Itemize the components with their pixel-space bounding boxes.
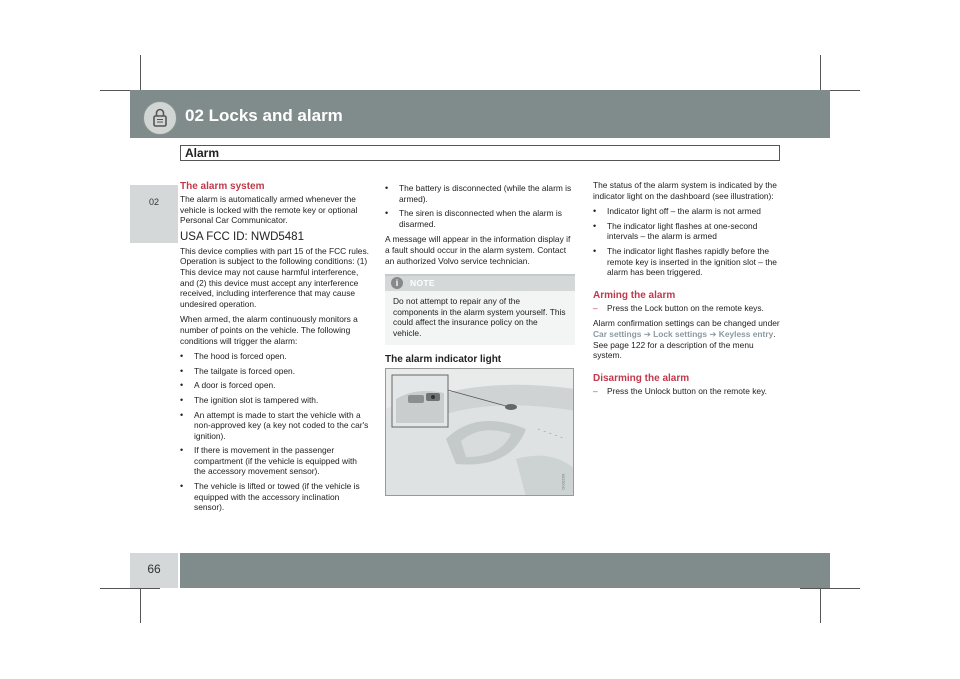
list-item: • The hood is forced open.	[180, 351, 370, 362]
menu-car-settings: Car settings	[593, 328, 642, 339]
menu-keyless-entry: Keyless entry	[718, 328, 774, 339]
info-icon: i	[391, 277, 403, 289]
list-item: • The ignition slot is tampered with.	[180, 395, 370, 406]
paragraph-confirm	[593, 318, 780, 360]
note-title: NOTE	[410, 278, 435, 289]
column-2	[385, 180, 575, 496]
list-item: • The tailgate is forced open.	[180, 366, 370, 377]
paragraph-intro: The alarm is automatically armed whenever the vehicle is locked with the remote key or optional Personal Car Communicator.	[180, 194, 358, 226]
list-item: • A door is forced open.	[180, 380, 370, 391]
list-item: • Indicator light off – the alarm is not armed	[593, 206, 780, 217]
list-item: • An attempt is made to start the vehicle with a non-approved key (a key not coded to the car's ignition).	[180, 410, 370, 442]
heading-disarming: Disarming the alarm	[593, 372, 690, 384]
crop-mark	[800, 588, 860, 589]
figure-title: The alarm indicator light	[385, 353, 502, 365]
chapter-title: 02 Locks and alarm	[185, 106, 343, 125]
figure-code: G031169	[560, 473, 566, 490]
section-label: Alarm	[185, 146, 220, 160]
status-list	[593, 206, 780, 278]
arrow-right-icon: ➔	[709, 328, 717, 339]
list-item: • The indicator light flashes at one-second intervals – the alarm is armed	[593, 221, 780, 242]
list-item: • The battery is disconnected (while the alarm is armed).	[385, 183, 575, 204]
column-3	[593, 180, 780, 401]
chapter-side-tab	[130, 185, 178, 243]
step-arming: – Press the Lock button on the remote keys.	[593, 303, 780, 314]
paragraph-message: A message will appear in the information display if a fault should occur in the alarm system. Contact an authorized Volvo service technician.	[385, 234, 571, 266]
section-strip	[180, 145, 780, 161]
paragraph-status: The status of the alarm system is indicated by the indicator light on the dashboard (see illustration):	[593, 180, 777, 201]
lock-icon	[143, 101, 177, 135]
list-item: • The siren is disconnected when the alarm is disarmed.	[385, 208, 575, 229]
menu-lock-settings: Lock settings	[653, 328, 708, 339]
heading-fcc-id: USA FCC ID: NWD5481	[180, 230, 304, 243]
footer-bar	[180, 553, 830, 588]
list-item: • If there is movement in the passenger compartment (if the vehicle is equipped with the accessory movement sensor).	[180, 445, 370, 477]
chapter-side-tab-label: 02	[148, 197, 159, 207]
crop-mark	[100, 588, 160, 589]
paragraph-fcc: This device complies with part 15 of the FCC rules. Operation is subject to the following conditions: (1) This device may not cause harmful interference, and (2) this device must accept any interference received, including interference that may cause undesired operation.	[180, 245, 369, 309]
heading-alarm-system: The alarm system	[180, 181, 265, 192]
note-text: Do not attempt to repair any of the components in the alarm system yourself. This could affect the insurance policy on the vehicle.	[385, 291, 575, 344]
step-disarming: – Press the Unlock button on the remote key.	[593, 386, 780, 397]
paragraph-armed: When armed, the alarm continuously monitors a number of points on the vehicle. The following conditions will trigger the alarm:	[180, 314, 358, 346]
dashboard-illustration	[385, 368, 574, 496]
note-box	[385, 274, 575, 344]
arrow-right-icon: ➔	[643, 328, 651, 339]
list-item: • The indicator light flashes rapidly before the remote key is inserted in the ignition slot – the alarm has been triggered.	[593, 246, 780, 278]
page-number: 66	[147, 562, 161, 576]
confirm-pre: Alarm confirmation settings can be changed under	[593, 318, 780, 329]
confirm-post: . See page 122 for a description of the menu system.	[593, 328, 776, 361]
column-1	[180, 180, 370, 518]
list-item: • The vehicle is lifted or towed (if the vehicle is equipped with the accessory inclination sensor).	[180, 481, 370, 513]
heading-arming: Arming the alarm	[593, 289, 676, 301]
trigger-list-continued	[385, 183, 575, 229]
trigger-list	[180, 351, 370, 513]
note-header	[385, 276, 575, 291]
